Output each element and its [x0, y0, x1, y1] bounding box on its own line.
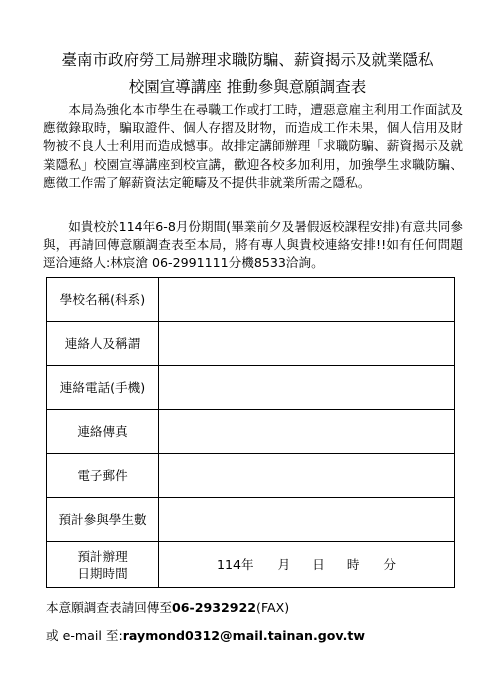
document-title-line2: 校園宣導講座 推動參與意願調查表: [128, 78, 367, 96]
email-prefix: 或 e-mail 至:: [46, 628, 123, 643]
table-row: [47, 322, 455, 366]
schedule-year: 114年: [216, 557, 254, 572]
contact-phone-field[interactable]: [159, 366, 455, 410]
table-row: [47, 454, 455, 498]
student-count-field[interactable]: [159, 498, 455, 542]
survey-table: [46, 277, 455, 588]
table-row: [47, 278, 455, 322]
table-row: [47, 542, 455, 588]
fax-number: 06-2932922: [171, 600, 257, 615]
schedule-day: 日: [312, 557, 325, 572]
table-row: [47, 498, 455, 542]
schedule-label: [47, 542, 159, 588]
schedule-minute: 分: [383, 557, 396, 572]
contact-fax-label: 連絡傳真: [47, 410, 159, 454]
fax-return-line: [46, 599, 289, 617]
intro-paragraph-text: 本局為強化本市學生在尋職工作或打工時，遭惡意雇主利用工作面試及應徵錄取時，騙取證件、個人存摺及財物，而造成工作未果，個人信用及財物被不良人士利用而造成憾事。故排定講師辦理「求職防騙、薪資揭示及就業隱私」校園宣導講座到校宣講，歡迎各校多加利用，加強學生求職防騙、應徵工作需了解薪資法定範疇及不提供非就業所需之隱私。: [43, 102, 463, 190]
email-address-link[interactable]: raymond0312@mail.tainan.gov.tw: [122, 628, 366, 643]
document-title-line1: 臺南市政府勞工局辦理求職防騙、薪資揭示及就業隱私: [61, 51, 434, 69]
email-return-line: [46, 627, 365, 645]
fax-prefix: 本意願調查表請回傳至: [46, 600, 172, 615]
contact-person-label: 連絡人及稱謂: [47, 322, 159, 366]
fax-suffix: (FAX): [256, 600, 290, 615]
schedule-label-line2: 日期時間: [77, 565, 128, 581]
schedule-month: 月: [277, 557, 291, 572]
table-row: [47, 410, 455, 454]
student-count-label: 預計參與學生數: [47, 498, 159, 542]
participation-paragraph-text: 如貴校於114年6-8月份期間(畢業前夕及暑假返校課程安排)有意共同參與，再請回傳意願調查表至本局，將有專人與貴校連絡安排!!如有任何問題逕洽連絡人:林宸滄 06-2991111分機8533洽詢。: [43, 219, 463, 271]
contact-phone-label: 連絡電話(手機): [47, 366, 159, 410]
contact-fax-field[interactable]: [159, 410, 455, 454]
school-name-field[interactable]: [159, 278, 455, 322]
contact-person-field[interactable]: [159, 322, 455, 366]
email-label: 電子郵件: [47, 454, 159, 498]
table-row: [47, 366, 455, 410]
schedule-label-line1: 預計辦理: [77, 548, 128, 564]
school-name-label: 學校名稱(科系): [47, 278, 159, 322]
email-field[interactable]: [159, 454, 455, 498]
schedule-hour: 時: [346, 557, 360, 572]
participation-paragraph: [43, 218, 463, 273]
schedule-datetime-field[interactable]: [159, 542, 455, 588]
intro-paragraph: [43, 101, 463, 192]
